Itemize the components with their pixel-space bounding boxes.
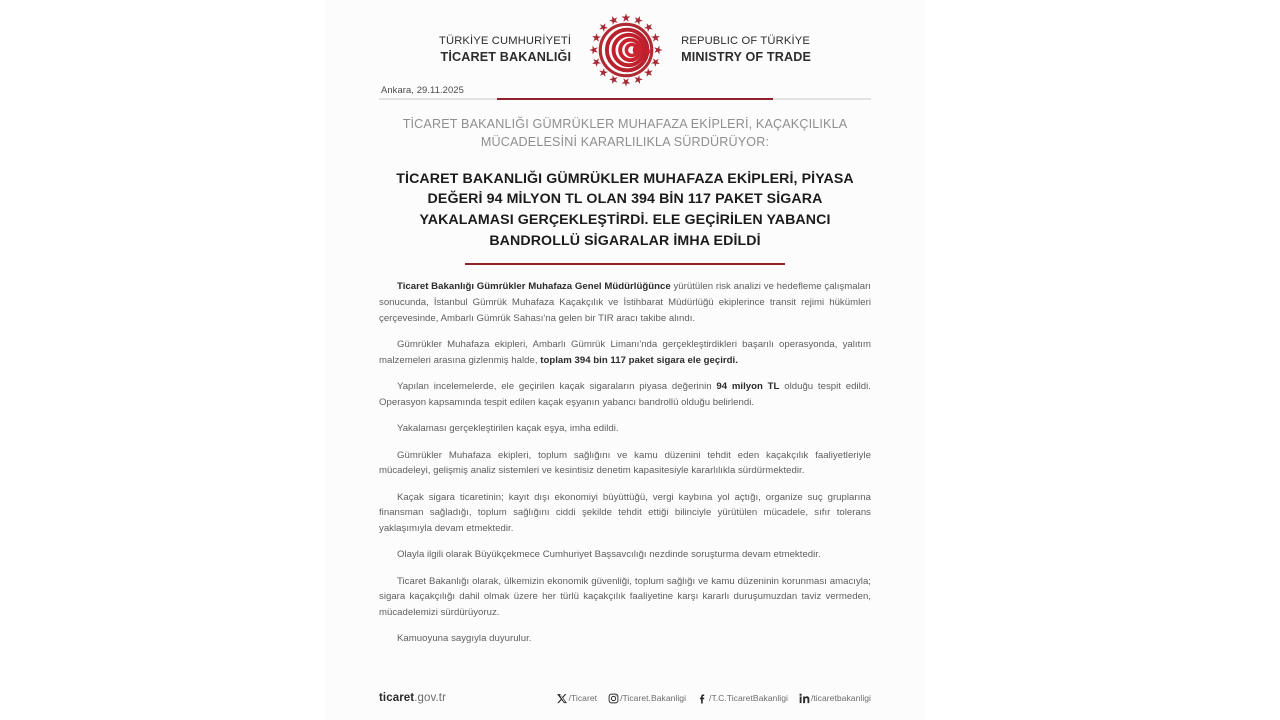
headline-divider (465, 263, 785, 265)
social-handle-facebook: /T.C.TicaretBakanligi (709, 693, 788, 703)
social-link-instagram[interactable] (608, 693, 686, 704)
body-copy (379, 279, 871, 647)
social-link-linkedin[interactable] (799, 693, 871, 704)
paragraph-4: Yakalaması gerçekleştirilen kaçak eşya, imha edildi. (397, 423, 619, 435)
brand-turkish-line1: TÜRKİYE CUMHURİYETİ (438, 35, 572, 48)
social-link-x[interactable] (557, 693, 598, 704)
paragraph-7: Olayla ilgili olarak Büyükçekmece Cumhuriyet Başsavcılığı nezdinde soruşturma devam etmektedir. (397, 549, 821, 561)
linkedin-icon (799, 693, 810, 704)
kicker-title: TİCARET BAKANLIĞI GÜMRÜKLER MUHAFAZA EKİPLERİ, KAÇAKÇILIKLA MÜCADELESİNİ KARARLILIKLA SÜRDÜRÜYOR: (402, 117, 848, 150)
social-link-facebook[interactable] (697, 693, 788, 704)
document-footer (379, 692, 871, 704)
social-handle-instagram: /Ticaret.Bakanligi (620, 693, 687, 703)
website-brand: ticaret (379, 692, 415, 704)
paragraph-2 (379, 337, 871, 368)
paragraph-2-before: Gümrükler Muhafaza ekipleri, Ambarlı Gümrük Limanı'nda gerçekleştirdikleri başarılı operasyonda, yalıtım malzemeleri arasına gizlenmiş halde, (379, 339, 871, 366)
paragraph-8: Ticaret Bakanlığı olarak, ülkemizin ekonomik güvenliği, toplum sağlığı ve kamu düzeninin korunması amacıyla; sigara kaçakçılığı dahil olmak üzere her türlü kaçakçılık faaliyetine karşı kararlı duruşumuzdan taviz vermeden, mücadelemizi sürdürüyoruz. (379, 575, 871, 618)
paragraph-1-rest: yürütülen risk analizi ve hedefleme çalışmaları sonucunda, İstanbul Gümrük Muhafaza Kaçakçılık ve İstihbarat Müdürlüğü ekiplerince transit rejimi hükümleri çerçevesinde, Ambarlı Gümrük Sahası'na gelen bir TIR aracı takibe alındı. (379, 281, 871, 324)
paragraph-5: Gümrükler Muhafaza ekipleri, toplum sağlığını ve kamu düzenini tehdit eden kaçakçılık faaliyetleriyle mücadeleyi, gelişmiş analiz sistemleri ve kesintisiz denetim kapasitesiyle kararlılıkla sürdürmektedir. (379, 449, 871, 477)
paragraph-2-highlight: toplam 394 bin 117 paket sigara ele geçirdi. (540, 354, 738, 366)
document-header (379, 0, 871, 78)
social-handle-x: /Ticaret (568, 693, 598, 703)
social-handle-linkedin: /ticaretbakanligi (810, 693, 871, 703)
brand-english-line1: REPUBLIC OF TÜRKİYE (681, 35, 810, 48)
paragraph-3-before: Yapılan incelemelerde, ele geçirilen kaçak sigaraların piyasa değerinin (397, 381, 717, 393)
x-twitter-icon (557, 693, 568, 704)
paragraph-1 (379, 279, 871, 326)
headline-title: TİCARET BAKANLIĞI GÜMRÜKLER MUHAFAZA EKİPLERİ, PİYASA DEĞERİ 94 MİLYON TL OLAN 394 BİN 117 PAKET SİGARA YAKALAMASI GERÇEKLEŞTİRDİ. ELE GEÇİRİLEN YABANCI BANDROLLÜ SİGARALAR İMHA EDİLDİ (396, 170, 854, 249)
instagram-icon (608, 693, 619, 704)
paragraph-3-highlight: 94 milyon TL (716, 381, 780, 393)
paragraph-3-after: olduğu tespit edildi. Operasyon kapsamında tespit edilen kaçak eşyanın yabancı bandrollü olduğu belirlendi. (379, 381, 871, 408)
paragraph-3 (379, 379, 871, 410)
website-domain: .gov.tr (414, 692, 447, 704)
press-release-page (325, 0, 925, 720)
brand-turkish-line2: TİCARET BAKANLIĞI (440, 49, 572, 64)
brand-english (681, 35, 811, 64)
header-divider (379, 98, 871, 100)
brand-turkish (439, 35, 571, 64)
brand-english-line2: MINISTRY OF TRADE (681, 49, 812, 64)
dateline: Ankara, 29.11.2025 (381, 84, 464, 95)
website-link[interactable] (379, 692, 446, 704)
ministry-of-trade-emblem-icon (587, 11, 665, 89)
paragraph-9-closing: Kamuoyuna saygıyla duyurulur. (397, 633, 532, 645)
paragraph-6: Kaçak sigara ticaretinin; kayıt dışı ekonomiyi büyüttüğü, vergi kaybına yol açtığı, organize suç gruplarına finansman sağladığı, toplum sağlığını ciddi şekilde tehdit ettiği bilinciyle yürütülen mücadele, sıfır tolerans yaklaşımıyla devam etmektedir. (379, 491, 871, 534)
paragraph-1-lead: Ticaret Bakanlığı Gümrükler Muhafaza Genel Müdürlüğünce (397, 281, 671, 293)
facebook-icon (697, 693, 708, 704)
social-links (557, 693, 871, 704)
